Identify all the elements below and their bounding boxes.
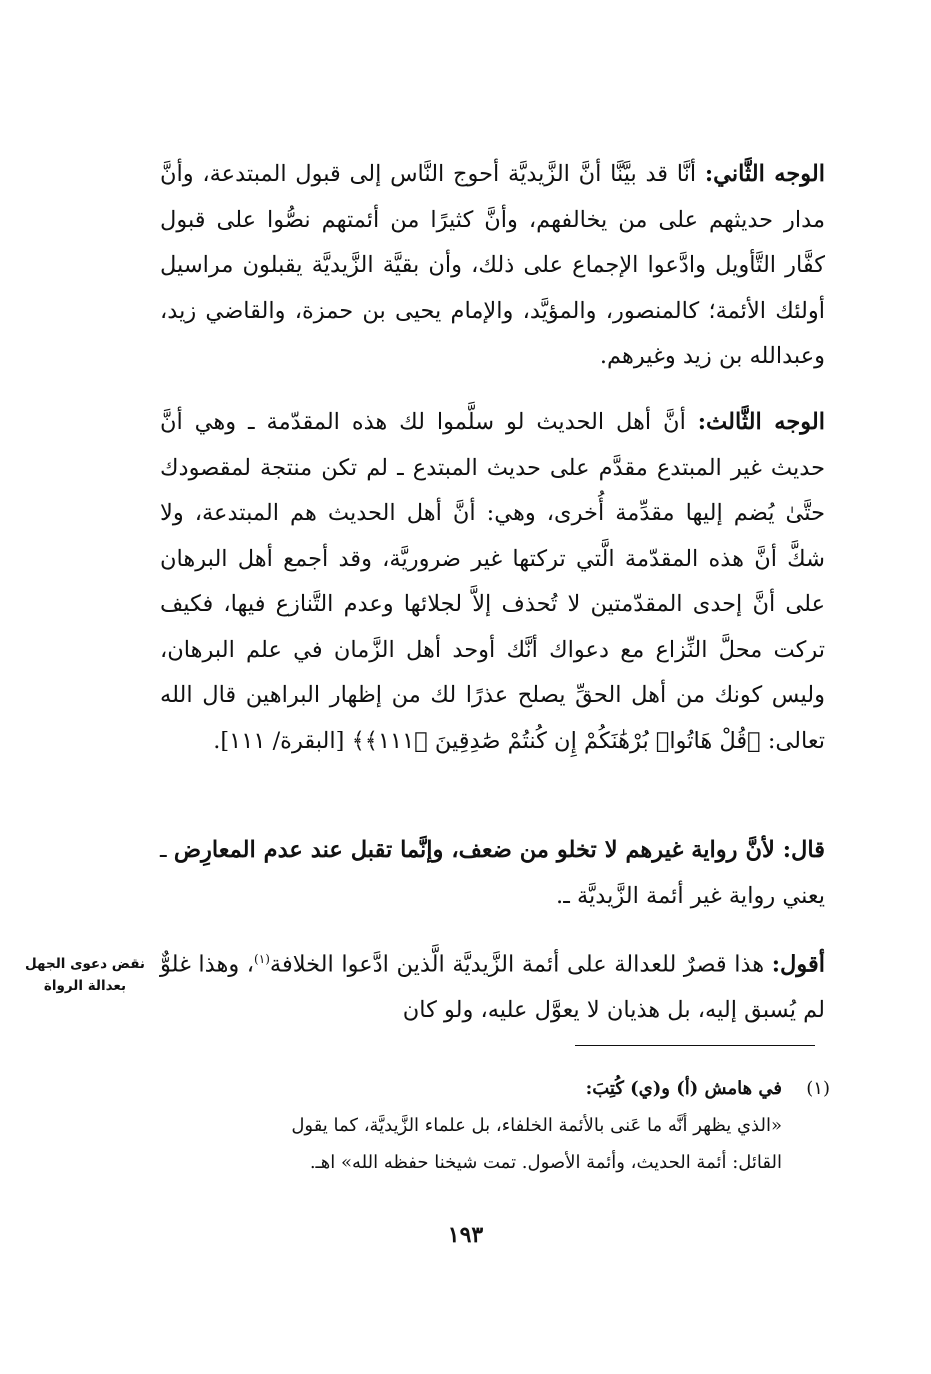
footnote-number: (١) [806,1078,830,1099]
quran-verse: ﴿قُلْ هَاتُوا۟ بُرْهَٰنَكُمْ إِن كُنتُمْ صَٰدِقِينَ ﴿١١١﴾﴾ [351,727,768,754]
paragraph-lead: قال: [782,837,826,863]
paragraph-lead: أقول: [771,951,825,978]
margin-note: نقض دعوى الجهل بعدالة الرواة [25,956,145,994]
paragraph-text: ـ يعني رواية غير أئمة الزَّيديَّة ـ. [160,837,825,909]
paragraph-text: أنَّا قد بيَّنَّا أنَّ الزَّيديَّة أحوج النَّاس إلى قبول المبتدعة، وأنَّ مدار حديثهم على من يخالفهم، وأنَّ كثيرًا من أئمتهم نصُّوا على قبول كفَّار التَّأويل وادَّعوا الإجماع على ذلك، وأن بقيَّة الزَّيديَّة يقبلون مراسيل أولئك الأئمة؛ كالمنصور، والمؤيَّد، والإمام يحيى بن حمزة، والقاضي زيد، وعبدالله بن زيد وغيرهم. [160,161,825,369]
footnote-line: «الذي يظهر أنَّه ما عَنى بالأئمة الخلفاء، بل علماء الزَّيديَّة، كما يقول [291,1115,782,1136]
paragraph-quote [160,828,825,919]
paragraph-lead: الوجه الثَّالث: [697,409,825,435]
footnotes [165,1070,830,1181]
paragraph-text: أنَّ أهل الحديث لو سلَّموا لك هذه المقدّمة ـ وهي أنَّ حديث غير المبتدع مقدَّم على حديث المبتدع ـ لم تكن منتجة لمقصودك حتَّىٰ يُضم إليها مقدِّمة أُخرى، وهي: أنَّ أهل الحديث هم المبتدعة، ولا شكَّ أنَّ هذه المقدّمة الَّتي تركتها غير ضروريَّة، وقد أجمع أهل البرهان على أنَّ إحدى المقدّمتين لا تُحذف إلاَّ لجلائها وعدم التَّنازع فيها، فكيف تركت محلَّ النِّزاع مع دعواك أنَّك أوحد أهل الزَّمان في علم البرهان، وليس كونك من أهل الحقِّ يصلح عذرًا لك من إظهار البراهين قال الله تعالى: [160,409,825,754]
footnote-line: القائل: أئمة الحديث، وأئمة الأصول. تمت شيخنا حفظه الله» اهـ. [309,1152,782,1173]
paragraph-text-continued: ، وهذا غلوٌّ لم يُسبق إليه، بل هذيان لا يعوَّل عليه، ولو كان [160,951,825,1023]
paragraph-second-aspect [160,152,825,380]
footnote-separator [575,1045,815,1046]
paragraph-third-aspect [160,400,825,764]
quoted-text: لأنَّ رواية غيرهم لا تخلو من ضعف، وإنَّما تقبل عند عدم المعارِض [173,837,783,863]
footnote-heading: في هامش (أ) و(ي) كُتِبَ: [585,1078,782,1099]
paragraph-response [160,937,825,1034]
paragraph-text: هذا قصرٌ للعدالة على أئمة الزَّيديَّة الَّذين ادَّعوا الخلافة [269,951,772,978]
page-number: ١٩٣ [447,1222,484,1248]
quran-reference: [البقرة/ ١١١]. [213,727,352,754]
paragraph-lead: الوجه الثَّاني: [704,161,826,187]
footnote-reference: (١) [254,952,270,966]
footnote-heading-line [165,1070,830,1107]
